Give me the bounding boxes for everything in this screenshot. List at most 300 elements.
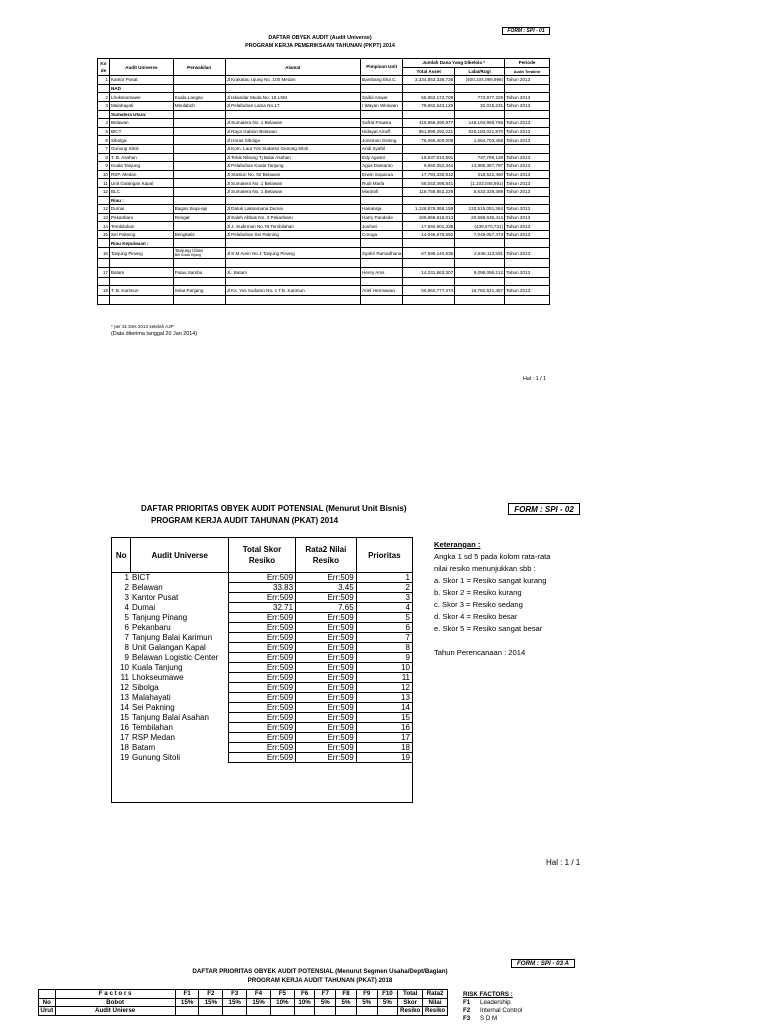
col-prioritas: Prioritas xyxy=(356,538,412,573)
periode: Tahun 2013 xyxy=(505,162,550,171)
periode xyxy=(505,144,550,153)
col-audit-universe: Audit Universe xyxy=(131,538,228,573)
table-row xyxy=(98,136,550,145)
total-asset xyxy=(403,110,455,119)
weight-f10: 5% xyxy=(377,998,398,1007)
row-number: 3 xyxy=(112,593,131,603)
table-row xyxy=(98,153,550,162)
laba-rugi xyxy=(455,110,505,119)
alamat: Jl S M Amin No.1 Tanjung Pinang xyxy=(225,248,360,259)
section1-title-line2: PROGRAM KERJA PEMERIKSAAN TAHUNAN (PKPT) 2014 xyxy=(245,43,395,49)
laba-rugi: 218,522,460 xyxy=(455,170,505,179)
total-skor: 32.71 xyxy=(228,603,295,613)
blank-cell xyxy=(225,259,360,268)
total-asset: 76,065,400,009 xyxy=(403,136,455,145)
blank-cell xyxy=(403,296,455,305)
unit-name: Gunung Sitoli xyxy=(131,753,228,763)
col-periode: Periode xyxy=(505,59,550,68)
pimpinan: Saiful Anwar xyxy=(361,93,403,102)
laba-rugi xyxy=(455,84,505,93)
keterangan-line: b. Skor 2 = Resiko kurang xyxy=(434,588,522,597)
section1-page-number: Hal : 1 / 1 xyxy=(523,376,547,382)
table-row xyxy=(112,603,413,613)
blank-cell xyxy=(109,259,173,268)
periode: Tahun 2013 xyxy=(505,286,550,296)
pimpinan: I Wayan Wirawan xyxy=(361,101,403,110)
blank-cell xyxy=(173,277,225,286)
section2-page-number: Hal : 1 / 1 xyxy=(546,858,581,867)
rata2-nilai: Err:509 xyxy=(296,733,357,743)
group-row xyxy=(98,196,550,205)
unit-name: Gunung Sitoli xyxy=(109,144,173,153)
col-f10: F10 xyxy=(377,990,398,999)
row-number: 10 xyxy=(112,663,131,673)
blank-cell xyxy=(455,277,505,286)
unit-name: Unit Galangan Kapal xyxy=(109,179,173,188)
total-asset: 67,598,140,535 xyxy=(403,248,455,259)
risk-factor-label: Leadership xyxy=(480,999,511,1006)
alamat: Jl Ks. Yos Sudarso No. 1 T.B. Karimun xyxy=(225,286,360,296)
blank-cell xyxy=(505,296,550,305)
row-number: 17 xyxy=(112,733,131,743)
table-row xyxy=(98,248,550,259)
alamat: Jl Krakatau Ujung No. 100 Medan xyxy=(225,76,360,85)
laba-rugi: 146,193,868,765 xyxy=(455,119,505,128)
total-skor: Err:509 xyxy=(228,593,295,603)
laba-rugi: (1,103,045,891) xyxy=(455,179,505,188)
rata2-nilai: Err:509 xyxy=(296,633,357,643)
unit-name: T. B. Karimun xyxy=(109,286,173,296)
col-f2: F2 xyxy=(199,990,223,999)
blank-cell xyxy=(361,277,403,286)
unit-name: Tembilahan xyxy=(131,723,228,733)
unit-name: Sei Pakning xyxy=(131,703,228,713)
table-row xyxy=(112,663,413,673)
prioritas: 3 xyxy=(356,593,412,603)
blank-cell xyxy=(403,277,455,286)
risk-factor-label: Internal Control xyxy=(480,1007,523,1014)
perwakilan xyxy=(173,239,225,248)
total-asset xyxy=(403,144,455,153)
pimpinan: Safrat Prawira xyxy=(361,119,403,128)
unit-name: Kuala Tanjung xyxy=(109,162,173,171)
pimpinan xyxy=(361,239,403,248)
periode: Tahun 2013 xyxy=(505,127,550,136)
table-row xyxy=(98,127,550,136)
pimpinan: Mardiofi xyxy=(361,187,403,196)
laba-rugi xyxy=(455,144,505,153)
col-f1: F1 xyxy=(175,990,199,999)
rata2-nilai: Err:509 xyxy=(296,753,357,763)
section3-title xyxy=(150,967,490,985)
total-skor: Err:509 xyxy=(228,663,295,673)
total-skor: Err:509 xyxy=(228,743,295,753)
table-row xyxy=(112,613,413,623)
perwakilan: Bagan Siapi-api xyxy=(173,205,225,214)
keterangan-line: c. Skor 3 = Resiko sedang xyxy=(434,600,523,609)
weight-f9: 5% xyxy=(356,998,377,1007)
table-row xyxy=(98,162,550,171)
table-row xyxy=(112,583,413,593)
unit-name: Sumatera Utara: xyxy=(109,110,173,119)
pimpinan: Andi Syafril xyxy=(361,144,403,153)
total-skor: Err:509 xyxy=(228,573,295,583)
unit-name: Malahayati xyxy=(131,693,228,703)
row-number: 8 xyxy=(98,153,110,162)
prioritas: 15 xyxy=(356,713,412,723)
table-row xyxy=(98,101,550,110)
table-row xyxy=(112,743,413,753)
prioritas: 8 xyxy=(356,643,412,653)
prioritas: 10 xyxy=(356,663,412,673)
laba-rugi: 1,564,703,458 xyxy=(455,136,505,145)
pimpinan: Hariansja xyxy=(361,205,403,214)
perwakilan xyxy=(173,248,225,259)
laba-rugi xyxy=(455,196,505,205)
alamat: Jl Teluk Nibung Tj Balai Asahan xyxy=(225,153,360,162)
row-number: 3 xyxy=(98,101,110,110)
pimpinan: Arief Hermawan xyxy=(361,286,403,296)
total-asset: 3,334,853,336,738 xyxy=(403,76,455,85)
col-f9: F9 xyxy=(356,990,377,999)
perwakilan xyxy=(173,119,225,128)
risk-factor-code: F3 xyxy=(463,1015,471,1022)
periode: Tahun 2013 xyxy=(505,93,550,102)
col-perwakilan: Perwakilan xyxy=(173,59,225,76)
unit-name: RSP. Medan xyxy=(109,170,173,179)
laba-rugi: 32,015,231 xyxy=(455,101,505,110)
total-asset: 17,592,901,338 xyxy=(403,222,455,231)
alamat: Jl Sumatera No. 1 Belawan xyxy=(225,119,360,128)
total-asset: 118,758,852,229 xyxy=(403,187,455,196)
rata2-nilai: Err:509 xyxy=(296,573,357,583)
laba-rugi xyxy=(455,239,505,248)
keterangan-line: a. Skor 1 = Resiko sangat kurang xyxy=(434,576,547,585)
row-number: 12 xyxy=(98,205,110,214)
unit-name: Lhokseumawe xyxy=(131,673,228,683)
section1-title xyxy=(150,34,490,50)
form-label-spi-01: FORM : SPI - 01 xyxy=(502,27,550,35)
row-number: 15 xyxy=(112,713,131,723)
col-urut: Urut xyxy=(40,1007,54,1015)
periode xyxy=(505,196,550,205)
laba-rugi: 7,049,057,473 xyxy=(455,230,505,239)
blank-cell xyxy=(39,990,56,999)
total-asset: 169,866,616,013 xyxy=(403,213,455,222)
alamat: Jl Pelabuhan Lama No.17 xyxy=(225,101,360,110)
total-skor: Err:509 xyxy=(228,693,295,703)
total-skor: Err:509 xyxy=(228,683,295,693)
periode xyxy=(505,110,550,119)
unit-name: Kantor Pusat xyxy=(131,593,228,603)
col-audit-unierse: Audit Unierse xyxy=(55,1007,175,1016)
total-skor: Err:509 xyxy=(228,643,295,653)
section2-title-line2: PROGRAM KERJA AUDIT TAHUNAN (PKAT) 2014 xyxy=(151,516,339,525)
row-number: 5 xyxy=(98,127,110,136)
blank-cell xyxy=(455,259,505,268)
table-row xyxy=(112,733,413,743)
periode: Tahun 2013 xyxy=(505,248,550,259)
row-number: 10 xyxy=(98,170,110,179)
unit-name: Unit Galangan Kapal xyxy=(131,643,228,653)
unit-name: Riau Kepulauan : xyxy=(109,239,173,248)
alamat: Jl Stasiun No. 92 Belawan xyxy=(225,170,360,179)
perwakilan xyxy=(173,127,225,136)
perwakilan xyxy=(173,162,225,171)
total-skor: Err:509 xyxy=(228,753,295,763)
weight-f8: 5% xyxy=(336,998,357,1007)
col-laba-rugi: Laba/Rugi xyxy=(455,67,505,76)
blank-cell xyxy=(109,296,173,305)
blank-cell xyxy=(112,763,131,803)
rata2-nilai: Err:509 xyxy=(296,703,357,713)
perwakilan xyxy=(173,110,225,119)
col-f7: F7 xyxy=(315,990,336,999)
risk-factor-code: F1 xyxy=(463,999,471,1006)
alamat: Jl Pelabuhan Kuala Tanjung xyxy=(225,162,360,171)
pimpinan: Jonsman Ginting xyxy=(361,136,403,145)
weight-f6: 10% xyxy=(294,998,315,1007)
unit-name: Pekanbaru xyxy=(131,623,228,633)
form-label-spi-02: FORM : SPI - 02 xyxy=(508,503,580,515)
total-skor: Err:509 xyxy=(228,723,295,733)
unit-name: Belawan Logistic Center xyxy=(131,653,228,663)
table-row xyxy=(98,93,550,102)
pimpinan: Erwin Sopacua xyxy=(361,170,403,179)
col-f3: F3 xyxy=(223,990,247,999)
alamat: Jl Pelabuhan Sei Pakning xyxy=(225,230,360,239)
rata2-nilai: Err:509 xyxy=(296,643,357,653)
weight-f5: 10% xyxy=(270,998,294,1007)
perwakilan: Bengkalis xyxy=(173,230,225,239)
periode: Tahun 2013 xyxy=(505,153,550,162)
col-skor: Skor xyxy=(398,998,423,1007)
blank-cell xyxy=(377,1007,398,1016)
perwakilan xyxy=(173,179,225,188)
blank-cell xyxy=(98,259,110,268)
risk-factors-list xyxy=(463,999,522,1023)
group-row xyxy=(98,239,550,248)
prioritas: 17 xyxy=(356,733,412,743)
unit-name: NAD xyxy=(109,84,173,93)
pimpinan: Agus Dwisanto xyxy=(361,162,403,171)
pimpinan: Bambang Eka C. xyxy=(361,76,403,85)
total-skor: Err:509 xyxy=(228,623,295,633)
row-number: 15 xyxy=(98,230,110,239)
total-skor: Err:509 xyxy=(228,703,295,713)
col-alamat: Alamat xyxy=(225,59,360,76)
col-total-skor: Total Skor Resiko xyxy=(228,538,295,573)
rata2-nilai: Err:509 xyxy=(296,663,357,673)
laba-rugi: (400,104,099,996) xyxy=(455,76,505,85)
unit-name: Sei Pakning xyxy=(109,230,173,239)
blank-cell xyxy=(98,296,110,305)
row-number: 13 xyxy=(98,213,110,222)
rata2-nilai: Err:509 xyxy=(296,623,357,633)
keterangan-heading: Keterangan : xyxy=(434,540,481,549)
col-rata2: Rata2 xyxy=(423,990,448,999)
row-number: 12 xyxy=(98,187,110,196)
perwakilan xyxy=(173,153,225,162)
alamat: Jl Datuk Laksamana Dumai xyxy=(225,205,360,214)
row-number: 13 xyxy=(112,693,131,703)
periode: Tahun 2013 xyxy=(505,187,550,196)
risk-factor-item xyxy=(463,1015,522,1023)
laba-rugi: 737,768,128 xyxy=(455,153,505,162)
blank-cell xyxy=(505,259,550,268)
alamat: Jl.. Batam xyxy=(225,267,360,277)
blank-cell xyxy=(247,1007,271,1016)
weight-f4: 15% xyxy=(247,998,271,1007)
unit-name: Pekanbaru xyxy=(109,213,173,222)
total-asset: 79,662,643,126 xyxy=(403,101,455,110)
blank-cell xyxy=(361,296,403,305)
periode: Tahun 2013 xyxy=(505,222,550,231)
prioritas: 6 xyxy=(356,623,412,633)
row-number: 14 xyxy=(112,703,131,713)
rata2-nilai: Err:509 xyxy=(296,743,357,753)
rata2-nilai: Err:509 xyxy=(296,693,357,703)
table-row xyxy=(112,683,413,693)
blank-cell xyxy=(455,296,505,305)
blank-cell xyxy=(505,277,550,286)
row-number xyxy=(98,110,110,119)
table-row xyxy=(112,623,413,633)
risk-factor-label: S D M xyxy=(480,1015,498,1022)
periode: Tahun 2013 xyxy=(505,170,550,179)
empty-row xyxy=(112,763,413,803)
audit-universe-table xyxy=(97,58,550,305)
total-skor: 33.83 xyxy=(228,583,295,593)
rata2-nilai: 7.65 xyxy=(296,603,357,613)
laba-rugi: 2,548,113,591 xyxy=(455,248,505,259)
blank-cell xyxy=(225,277,360,286)
unit-name: Tanjung Balai Asahan xyxy=(131,713,228,723)
periode: Tahun 2013 xyxy=(505,119,550,128)
pimpinan: Harry Pandede xyxy=(361,213,403,222)
prioritas: 12 xyxy=(356,683,412,693)
rata2-nilai: Err:509 xyxy=(296,593,357,603)
periode: Tahun 2013 xyxy=(505,76,550,85)
blank-cell xyxy=(270,1007,294,1016)
row-number: 14 xyxy=(98,222,110,231)
alamat: Jl.Kom. Laut Yos Sudarso Gunung Sitoli xyxy=(225,144,360,153)
table-row xyxy=(112,693,413,703)
total-skor: Err:509 xyxy=(228,733,295,743)
rata2-nilai: Err:509 xyxy=(296,683,357,693)
row-number: 16 xyxy=(98,248,110,259)
row-number: 7 xyxy=(98,144,110,153)
pimpinan: Coroga xyxy=(361,230,403,239)
table-row xyxy=(98,286,550,296)
table-row xyxy=(112,653,413,663)
total-asset: 9,850,052,344 xyxy=(403,162,455,171)
col-total-asset: Total Asset xyxy=(403,67,455,76)
table-row xyxy=(98,119,550,128)
unit-name: Belawan xyxy=(109,119,173,128)
col-f8: F8 xyxy=(336,990,357,999)
total-asset xyxy=(403,196,455,205)
row-number xyxy=(98,239,110,248)
periode: Tahun 2013 xyxy=(505,213,550,222)
unit-name: Belawan xyxy=(131,583,228,593)
priority-table xyxy=(111,537,413,803)
prioritas: 16 xyxy=(356,723,412,733)
laba-rugi: 5,633,328,389 xyxy=(455,187,505,196)
perwakilan xyxy=(173,187,225,196)
perwakilan xyxy=(173,222,225,231)
table-row xyxy=(98,179,550,188)
table-row xyxy=(112,723,413,733)
periode: Tahun 2013 xyxy=(505,136,550,145)
total-asset xyxy=(403,84,455,93)
unit-name: Malahayati xyxy=(109,101,173,110)
row-number: 9 xyxy=(112,653,131,663)
row-number: 1 xyxy=(98,76,110,85)
tahun-perencanaan: Tahun Perencanaan : 2014 xyxy=(434,648,526,657)
prioritas: 14 xyxy=(356,703,412,713)
prioritas: 1 xyxy=(356,573,412,583)
blank-cell xyxy=(356,1007,377,1016)
table-row xyxy=(112,703,413,713)
table-row xyxy=(112,573,413,583)
total-asset: 14,046,678,592 xyxy=(403,230,455,239)
footnote-asset-date: * per 31 Des 2013 setelah AJP xyxy=(111,324,174,329)
perwakilan xyxy=(173,170,225,179)
perwakilan: Kuala Langsa xyxy=(173,93,225,102)
prioritas: 9 xyxy=(356,653,412,663)
prioritas: 19 xyxy=(356,753,412,763)
periode: Tahun 2013 xyxy=(505,230,550,239)
total-skor: Err:509 xyxy=(228,653,295,663)
row-number xyxy=(98,84,110,93)
col-jumlah-dana: Jumlah Dana Yang Dikelola * xyxy=(403,59,505,68)
keterangan-line: nilai resiko menunjukkan sbb : xyxy=(434,564,536,573)
periode: Tahun 2013 xyxy=(505,101,550,110)
unit-name: Tembilahan xyxy=(109,222,173,231)
rata2-nilai: 3.45 xyxy=(296,583,357,593)
table-row xyxy=(112,673,413,683)
pimpinan xyxy=(361,196,403,205)
row-number xyxy=(98,196,110,205)
total-asset: 17,794,330,912 xyxy=(403,170,455,179)
keterangan-lines xyxy=(434,551,551,635)
unit-name: Batam xyxy=(131,743,228,753)
pimpinan xyxy=(361,84,403,93)
total-asset: 415,956,290,977 xyxy=(403,119,455,128)
table-row xyxy=(98,267,550,277)
unit-name: Dumai xyxy=(109,205,173,214)
prioritas: 5 xyxy=(356,613,412,623)
perwakilan-primary: Tanjung Uban xyxy=(174,248,204,254)
unit-name: Tanjung Pinang xyxy=(131,613,228,623)
alamat: Jl Sumatera No. 1 Belawan xyxy=(225,179,360,188)
row-number: 19 xyxy=(112,753,131,763)
row-number: 4 xyxy=(112,603,131,613)
weight-f1: 15% xyxy=(175,998,199,1007)
prioritas: 13 xyxy=(356,693,412,703)
col-bobot: Bobot xyxy=(55,998,175,1007)
perwakilan xyxy=(173,144,225,153)
col-total: Total xyxy=(398,990,423,999)
table-row xyxy=(98,187,550,196)
spacer-row xyxy=(98,277,550,286)
row-number: 11 xyxy=(112,673,131,683)
unit-name: Riau : xyxy=(109,196,173,205)
periode: Tahun 2013 xyxy=(505,267,550,277)
risk-factors-panel xyxy=(463,991,522,1023)
total-skor: Err:509 xyxy=(228,713,295,723)
